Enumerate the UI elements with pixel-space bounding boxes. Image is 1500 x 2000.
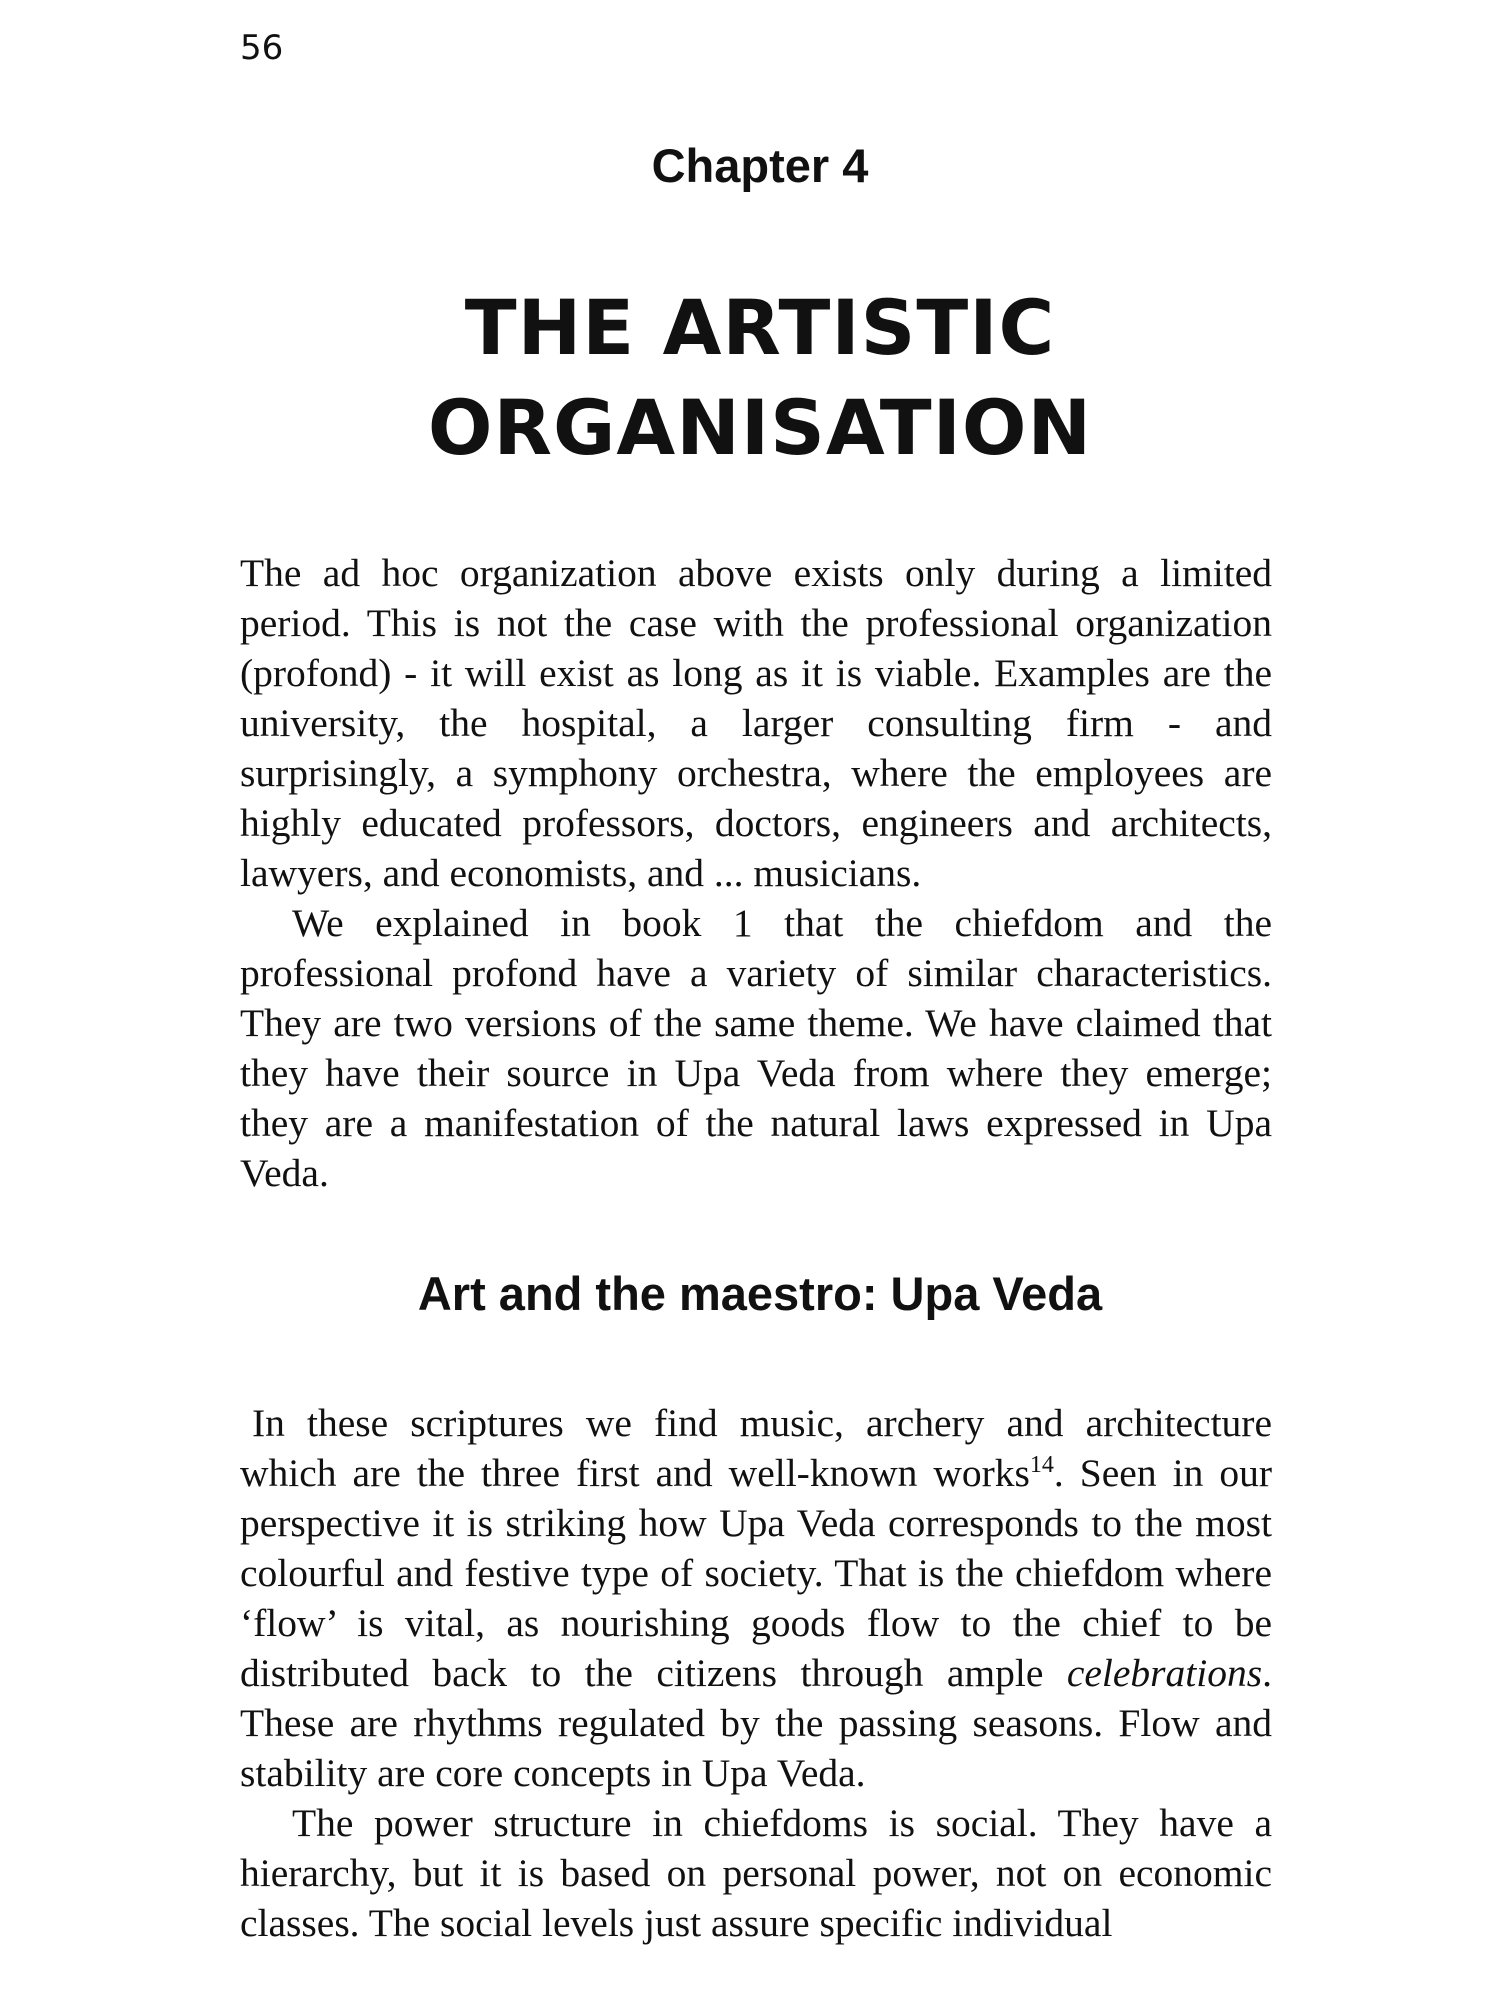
paragraph: The power structure in chiefdoms is social. They have a hierarchy, but it is based on personal power, not on economic classes. The social levels just assure specific individual bbox=[240, 1801, 1272, 1945]
chapter-label: Chapter 4 bbox=[651, 139, 869, 192]
paragraph: We explained in book 1 that the chiefdom and the professional profond have a variety of similar characteristics. They are two versions of the same theme. We have claimed that they have their source in Upa Veda from where they emerge; they are a manifestation of the natural laws expressed in Upa Veda. bbox=[240, 901, 1272, 1195]
chapter-title-line-2: ORGANISATION bbox=[427, 383, 1093, 472]
page-number: 56 bbox=[240, 28, 284, 68]
italic-term: celebrations bbox=[1066, 1651, 1263, 1695]
paragraph-text: . These are rhythms regulated by the passing seasons. Flow and stability are core concepts in Upa Veda. bbox=[240, 1651, 1272, 1795]
section-text bbox=[240, 1398, 1272, 1948]
intro-text bbox=[240, 548, 1272, 1198]
paragraph: The ad hoc organization above exists only during a limited period. This is not the case with the professional organization (profond) - it will exist as long as it is viable. Examples are the university, the hospital, a larger consulting firm - and surprisingly, a symphony orchestra, where the employees are highly educated professors, doctors, engineers and architects, lawyers, and economists, and ... musicians. bbox=[240, 551, 1272, 895]
paragraph bbox=[240, 1398, 1272, 1798]
footnote-ref: 14 bbox=[1029, 1452, 1054, 1478]
paragraph-text: . Seen in our perspective it is striking how Upa Veda corresponds to the most colourful and festive type of society. That is the chiefdom where ‘flow’ is vital, as nourishing goods flow to the chief to be distributed back to the citizens through ample bbox=[240, 1451, 1272, 1695]
chapter-title bbox=[0, 278, 1500, 478]
section-heading: Art and the maestro: Upa Veda bbox=[417, 1267, 1103, 1320]
paragraph-text: In these scriptures we find music, archery and architecture which are the three first and well-known works bbox=[240, 1401, 1272, 1495]
chapter-title-line-1: THE ARTISTIC bbox=[464, 283, 1056, 372]
